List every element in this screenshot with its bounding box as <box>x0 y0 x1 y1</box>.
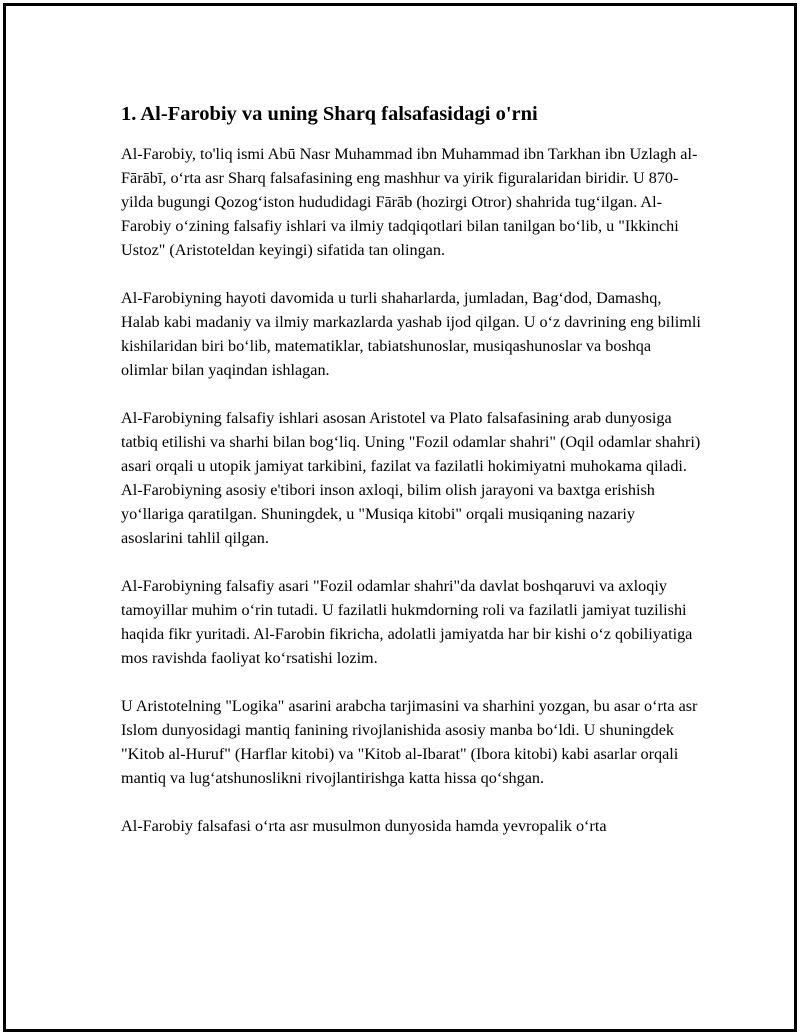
document-body <box>121 100 701 862</box>
document-page <box>3 3 797 1032</box>
paragraph-1: Al-Farobiy, to'liq ismi Abū Nasr Muhammad ibn Muhammad ibn Tarkhan ibn Uzlagh al-Fārābī, o‘rta asr Sharq falsafasining eng mashhur va yirik figuralaridan biridir. U 870-yilda bugungi Qozog‘iston hududidagi Fārāb (hozirgi Otror) shahrida tug‘ilgan. Al-Farobiy o‘zining falsafiy ishlari va ilmiy tadqiqotlari bilan tanilgan bo‘lib, u "Ikkinchi Ustoz" (Aristoteldan keyingi) sifatida tan olingan. <box>121 145 698 259</box>
paragraph-5: U Aristotelning "Logika" asarini arabcha tarjimasini va sharhini yozgan, bu asar o‘rta asr Islom dunyosidagi mantiq fanining rivojlanishida asosiy manba bo‘ldi. U shuningdek "Kitob al-Huruf" (Harflar kitobi) va "Kitob al-Ibarat" (Ibora kitobi) kabi asarlar orqali mantiq va lug‘atshunoslikni rivojlantirishga katta hissa qo‘shgan. <box>121 697 698 787</box>
section-heading: 1. Al-Farobiy va uning Sharq falsafasidagi o'rni <box>121 103 538 125</box>
paragraph-3: Al-Farobiyning falsafiy ishlari asosan Aristotel va Plato falsafasining arab dunyosiga tatbiq etilishi va sharhi bilan bog‘liq. Uning "Fozil odamlar shahri" (Oqil odamlar shahri) asari orqali u utopik jamiyat tarkibini, fazilat va fazilatli hokimiyatni muhokama qiladi. Al-Farobiyning asosiy e'tibori inson axloqi, bilim olish jarayoni va baxtga erishish yo‘llariga qaratilgan. Shuningdek, u "Musiqa kitobi" orqali musiqaning nazariy asoslarini tahlil qilgan. <box>121 409 701 547</box>
paragraph-4: Al-Farobiyning falsafiy asari "Fozil odamlar shahri"da davlat boshqaruvi va axloqiy tamoyillar muhim o‘rin tutadi. U fazilatli hukmdorning roli va fazilatli jamiyat tuzilishi haqida fikr yuritadi. Al-Farobin fikricha, adolatli jamiyatda har bir kishi o‘z qobiliyatiga mos ravishda faoliyat ko‘rsatishi lozim. <box>121 577 693 667</box>
paragraph-2: Al-Farobiyning hayoti davomida u turli shaharlarda, jumladan, Bag‘dod, Damashq, Halab kabi madaniy va ilmiy markazlarda yashab ijod qilgan. U o‘z davrining eng bilimli kishilaridan biri bo‘lib, matematiklar, tabiatshunoslar, musiqashunoslar va boshqa olimlar bilan yaqindan ishlagan. <box>121 289 701 379</box>
paragraph-6: Al-Farobiy falsafasi o‘rta asr musulmon dunyosida hamda yevropalik o‘rta <box>121 817 607 835</box>
